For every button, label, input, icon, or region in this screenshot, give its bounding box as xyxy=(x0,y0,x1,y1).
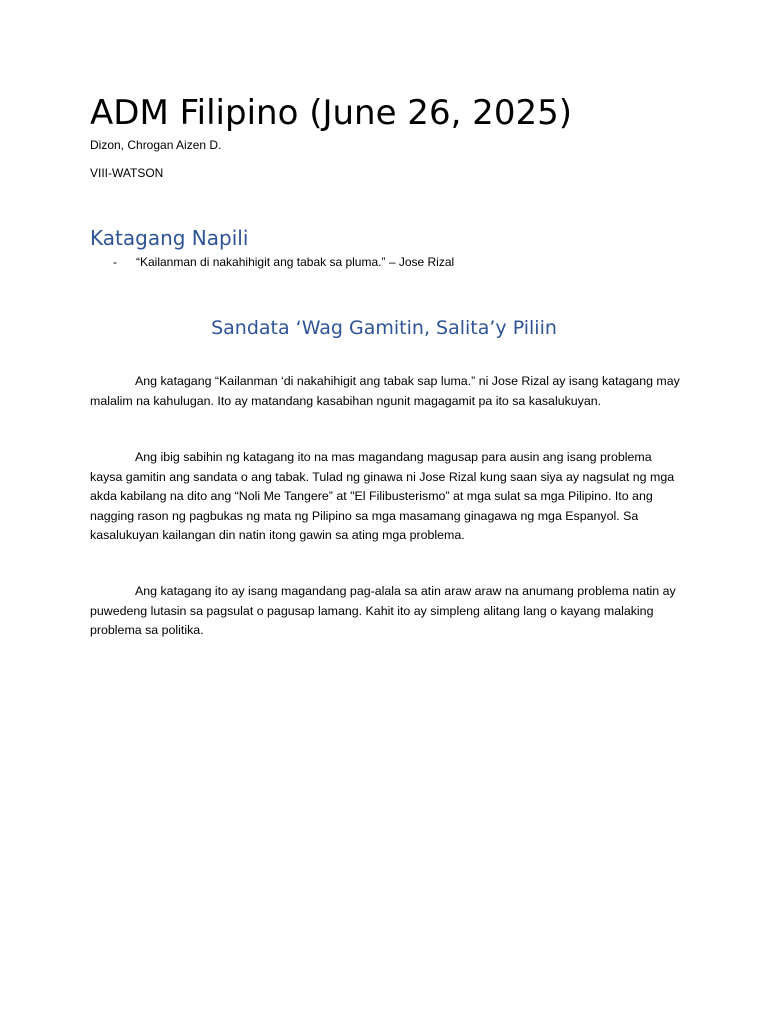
paragraph: Ang ibig sabihin ng katagang ito na mas magandang magusap para ausin ang isang problema kaysa gamitin ang sandata o ang tabak. Tulad ng ginawa ni Jose Rizal kung saan siya ay nagsulat ng mga akda kabilang na dito ang “Noli Me Tangere” at "El Filibusterismo” at mga sulat sa mga Pilipino. Ito ang nagging rason ng pagbukas ng mata ng Pilipino sa mga masamang ginagawa ng mga Espanyol. Sa kasalukuyan kailangan din natin itong gawin sa ating mga problema. xyxy=(90,450,675,542)
paragraph: Ang katagang “Kailanman ‘di nakahihigit ang tabak sap luma.” ni Jose Rizal ay isang katagang may malalim na kahulugan. Ito ay matandang kasabihan ngunit magagamit pa ito sa kasalukuyan. xyxy=(90,374,680,408)
paragraph: Ang katagang ito ay isang magandang pag-alala sa atin araw araw na anumang problema natin ay puwedeng lutasin sa pagsulat o pagusap lamang. Kahit ito ay simpleng alitang lang o kayang malaking problema sa politika. xyxy=(90,584,676,637)
document-title: ADM Filipino (June 26, 2025) xyxy=(90,93,572,133)
essay-title: Sandata ‘Wag Gamitin, Salita’y Piliin xyxy=(211,317,557,339)
quote-text: “Kailanman di nakahihigit ang tabak sa pluma.” – Jose Rizal xyxy=(136,255,455,269)
section-heading: Katagang Napili xyxy=(90,226,249,250)
list-bullet: - xyxy=(113,255,117,269)
author-name: Dizon, Chrogan Aizen D. xyxy=(90,138,222,152)
section-name: VIII-WATSON xyxy=(90,166,164,180)
quote-list-item xyxy=(113,254,454,271)
